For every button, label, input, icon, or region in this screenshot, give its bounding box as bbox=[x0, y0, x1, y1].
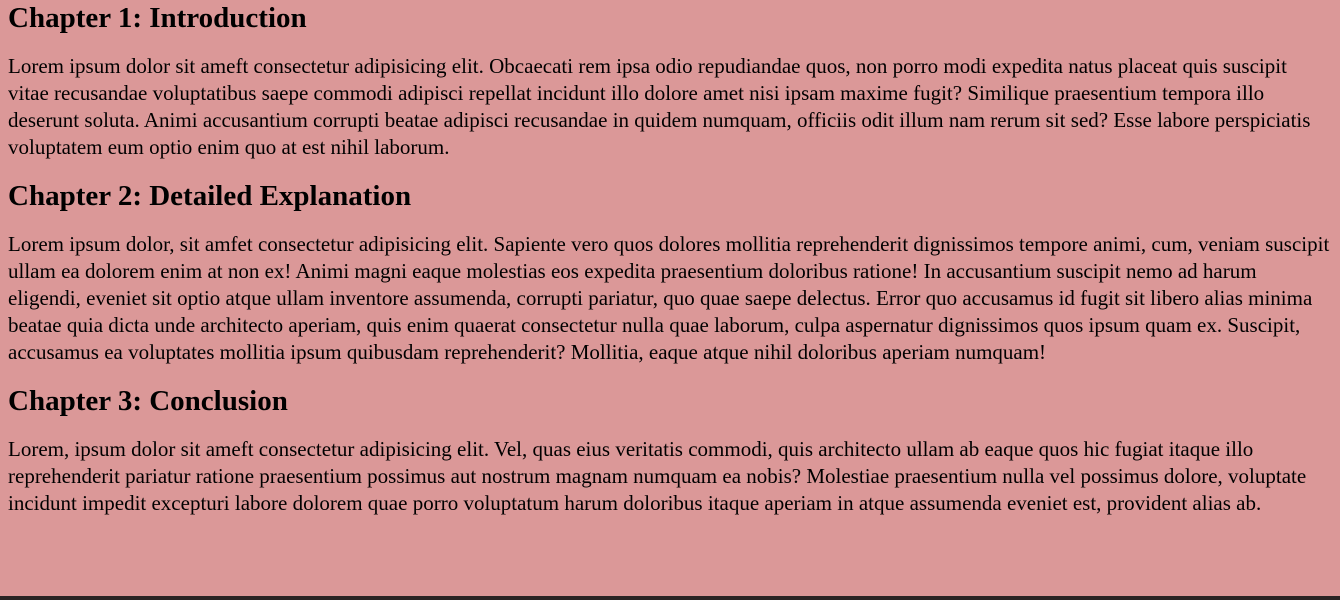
chapter-1-body: Lorem ipsum dolor sit ameft consectetur adipisicing elit. Obcaecati rem ipsa odio repudiandae quos, non porro modi expedita natus placeat quis suscipit vitae recusandae voluptatibus saepe commodi adipisci repellat incidunt illo dolore amet nisi ipsam maxime fugit? Similique praesentium tempora illo deserunt soluta. Animi accusantium corrupti beatae adipisci recusandae in quidem numquam, officiis odit illum nam rerum sit sed? Esse labore perspiciatis voluptatem eum optio enim quo at est nihil laborum. bbox=[8, 54, 1311, 159]
chapter-1-title: Chapter 1: Introduction bbox=[8, 2, 307, 34]
chapter-2-body: Lorem ipsum dolor, sit amfet consectetur adipisicing elit. Sapiente vero quos dolores mollitia reprehenderit dignissimos tempore animi, cum, veniam suscipit ullam ea dolorem enim at non ex! Animi magni eaque molestias eos expedita praesentium doloribus ratione! In accusantium suscipit nemo ad harum eligendi, eveniet sit optio atque ullam inventore assumenda, corrupti pariatur, quo quae saepe delectus. Error quo accusamus id fugit sit libero alias minima beatae quia dicta unde architecto aperiam, quis enim quaerat consectetur nulla quae laborum, culpa aspernatur dignissimos quos ipsum quam ex. Suscipit, accusamus ea voluptates mollitia ipsum quibusdam reprehenderit? Mollitia, eaque atque nihil doloribus aperiam numquam! bbox=[8, 232, 1330, 364]
chapter-2 bbox=[8, 179, 1332, 366]
chapter-3 bbox=[8, 384, 1332, 517]
chapter-3-body: Lorem, ipsum dolor sit ameft consectetur adipisicing elit. Vel, quas eius veritatis commodi, quis architecto ullam ab eaque quos hic fugiat itaque illo reprehenderit pariatur ratione praesentium possimus aut nostrum magnam numquam ea nobis? Molestiae praesentium nulla vel possimus dolore, voluptate incidunt impedit excepturi labore dolorem quae porro voluptatum harum doloribus itaque aperiam in atque assumenda eveniet est, provident alias ab. bbox=[8, 437, 1307, 515]
chapter-3-title: Chapter 3: Conclusion bbox=[8, 385, 288, 417]
chapter-1 bbox=[8, 0, 1332, 161]
chapter-2-title: Chapter 2: Detailed Explanation bbox=[8, 180, 412, 212]
bottom-edge-bar bbox=[0, 596, 1340, 600]
